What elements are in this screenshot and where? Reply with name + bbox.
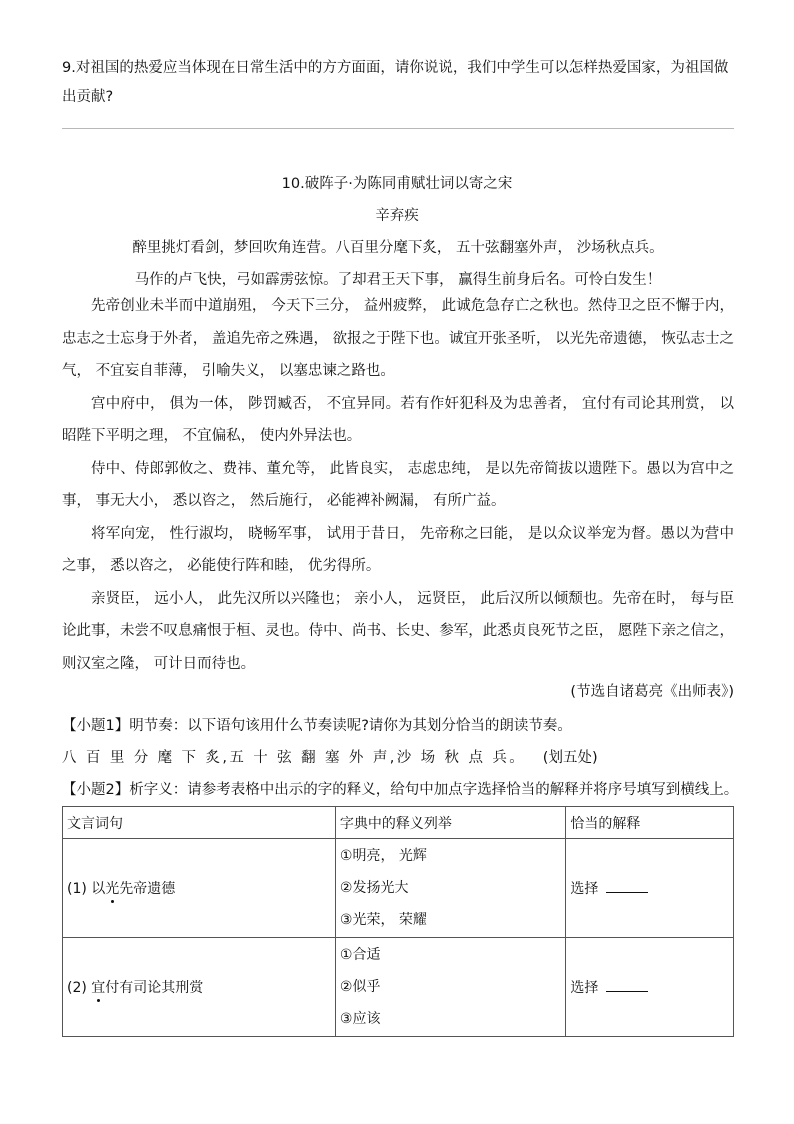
meaning-option: ②发扬光大 — [339, 880, 409, 896]
poem-author: 辛弃疾 — [375, 208, 419, 224]
row-number: (2) — [67, 980, 87, 996]
table-header-row — [63, 807, 734, 839]
table-row — [63, 938, 734, 1037]
sentence-pre: 以 — [91, 881, 106, 897]
header-dictionary: 字典中的释义列举 — [335, 807, 565, 839]
paragraph-4: 将军向宠， 性行淑均， 晓畅军事， 试用于昔日， 先帝称之曰能， 是以众议举宠为督。愚以为营中之事， 悉以咨之， 必能使行阵和睦， 优劣得所。 — [62, 525, 734, 574]
paragraph-5: 亲贤臣， 远小人， 此先汉所以兴隆也； 亲小人， 远贤臣， 此后汉所以倾颓也。先帝在时， 每与臣论此事，未尝不叹息痛恨于桓、灵也。侍中、尚书、长史、参军，此悉贞良死节之臣， 愿陛下亲之信之， 则汉室之隆， 可计日而待也。 — [62, 590, 734, 672]
paragraph-2: 宫中府中， 俱为一体， 陟罚臧否， 不宜异同。若有作奸犯科及为忠善者， 宜付有司论其刑赏， 以昭陛下平明之理， 不宜偏私， 使内外异法也。 — [62, 395, 734, 444]
poem-line-2: 马作的卢飞快，弓如霹雳弦惊。了却君王天下事， 赢得生前身后名。可怜白发生！ — [134, 272, 662, 288]
answer-blank[interactable] — [606, 979, 648, 992]
sub-question-1-prompt: 【小题1】明节奏：以下语句该用什么节奏读呢?请你为其划分恰当的朗读节奏。 — [62, 718, 572, 734]
answer-cell — [566, 839, 734, 938]
meanings-cell — [335, 839, 565, 938]
row-number: (1) — [67, 881, 87, 897]
paragraph-1: 先帝创业未半而中道崩殂， 今天下三分， 益州疲弊， 此诚危急存亡之秋也。然侍卫之臣不懈于内， 忠志之士忘身于外者， 盖追先帝之殊遇， 欲报之于陛下也。诚宜开张圣听， 以光先帝遗德， 恢弘志士之气， 不宜妄自菲薄， 引喻失义， 以塞忠谏之路也。 — [62, 298, 734, 379]
dotted-character: 宜 — [91, 977, 105, 997]
answer-blank[interactable] — [606, 880, 648, 893]
answer-cell — [566, 938, 734, 1037]
source-citation: (节选自诸葛亮《出师表》) — [570, 684, 734, 700]
meaning-option: ①合适 — [339, 947, 381, 963]
sub-question-1-rhythm — [62, 746, 742, 767]
answer-label: 选择 — [570, 980, 599, 996]
meaning-option: ③光荣， 荣耀 — [339, 912, 427, 928]
rhythm-sentence: 八 百 里 分 麾 下 炙,五 十 弦 翻 塞 外 声,沙 场 秋 点 兵。 — [62, 750, 527, 766]
sentence-cell — [63, 938, 336, 1037]
dotted-character: 光 — [105, 878, 119, 898]
poem-line-1: 醉里挑灯看剑，梦回吹角连营。八百里分麾下炙， 五十弦翻塞外声， 沙场秋点兵。 — [132, 240, 664, 256]
sentence-post: 先帝遗德 — [119, 881, 176, 897]
sentence-cell — [63, 839, 336, 938]
meaning-option: ①明亮， 光辉 — [339, 848, 427, 864]
prose-passage — [62, 290, 734, 680]
sub-question-2-prompt: 【小题2】析字义：请参考表格中出示的字的释义，给句中加点字选择恰当的解释并将序号填写到横线上。 — [62, 782, 739, 798]
meaning-option: ③应该 — [339, 1011, 381, 1027]
header-sentence: 文言词句 — [63, 807, 336, 839]
table-row — [63, 839, 734, 938]
meanings-cell — [335, 938, 565, 1037]
rhythm-note: (划五处) — [542, 750, 598, 766]
meaning-option: ②似乎 — [339, 979, 381, 995]
divider-line — [62, 128, 734, 129]
answer-label: 选择 — [570, 881, 599, 897]
meaning-table — [62, 806, 734, 1037]
paragraph-3: 侍中、侍郎郭攸之、费祎、董允等， 此皆良实， 志虑忠纯， 是以先帝简拔以遗陛下。愚以为宫中之事， 事无大小， 悉以咨之， 然后施行， 必能裨补阙漏， 有所广益。 — [62, 460, 734, 509]
sentence-post: 付有司论其刑赏 — [105, 980, 204, 996]
header-answer: 恰当的解释 — [566, 807, 734, 839]
poem-title: 10.破阵子·为陈同甫赋壮词以寄之宋 — [281, 176, 513, 192]
question-9: 9.对祖国的热爱应当体现在日常生活中的方方面面，请你说说，我们中学生可以怎样热爱国家，为祖国做出贡献? — [62, 60, 729, 105]
